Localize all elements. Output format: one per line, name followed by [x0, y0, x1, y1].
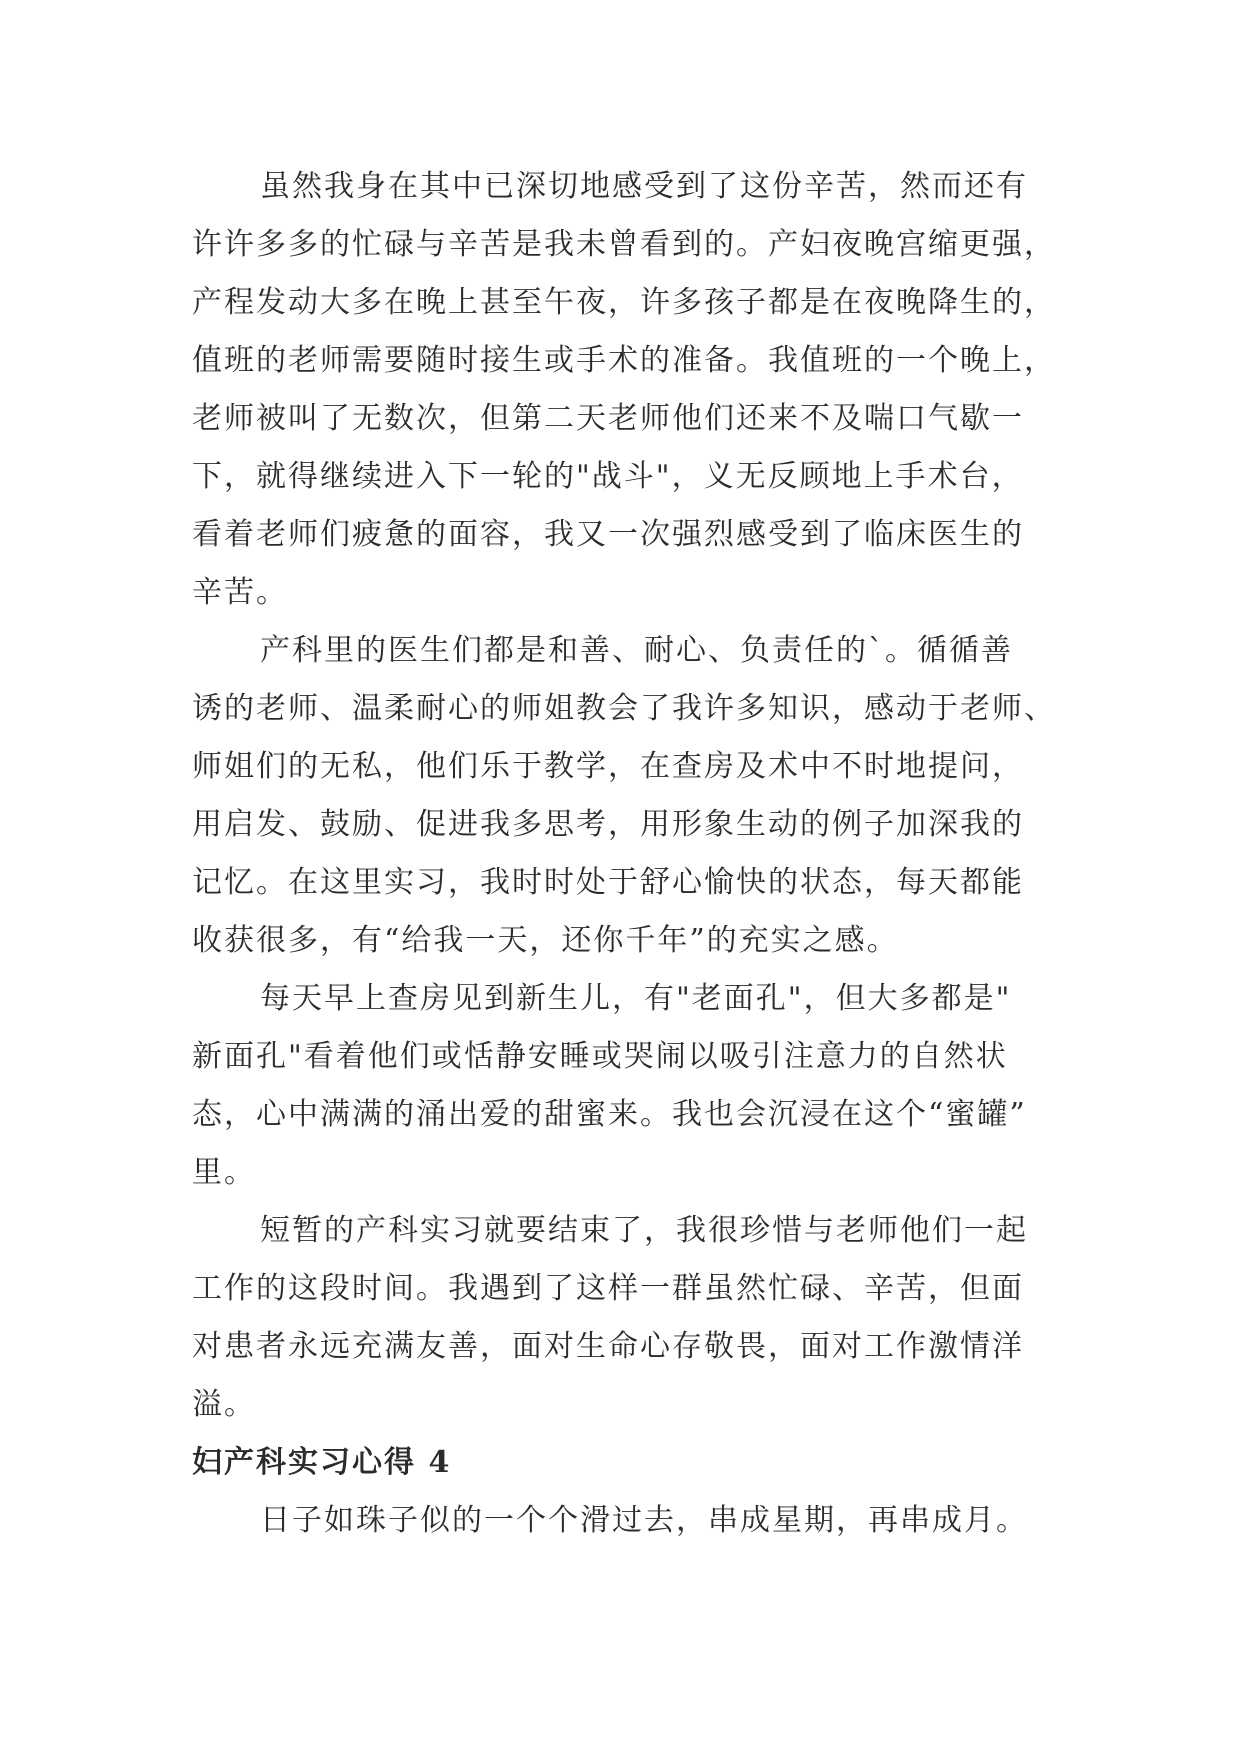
text-line: 产科里的医生们都是和善、耐心、负责任的`。循循善 [260, 633, 1013, 668]
text-line: 许许多多的忙碌与辛苦是我未曾看到的。产妇夜晚宫缩更强， [192, 227, 1056, 262]
text-line: 工作的这段时间。我遇到了这样一群虽然忙碌、辛苦，但面 [192, 1271, 1024, 1306]
paragraph-5 [192, 1492, 1092, 1550]
text-line: 溢。 [192, 1387, 256, 1422]
text-line: 看着老师们疲惫的面容，我又一次强烈感受到了临床医生的 [192, 517, 1024, 552]
text-line: 虽然我身在其中已深切地感受到了这份辛苦，然而还有 [260, 169, 1028, 204]
paragraph-2 [192, 622, 1092, 970]
text-line: 师姐们的无私，他们乐于教学，在查房及术中不时地提问， [192, 749, 1024, 784]
text-line: 老师被叫了无数次，但第二天老师他们还来不及喘口气歇一 [192, 401, 1024, 436]
paragraph-4 [192, 1202, 1092, 1434]
text-line: 下，就得继续进入下一轮的"战斗"，义无反顾地上手术台， [192, 459, 1024, 494]
text-line: 值班的老师需要随时接生或手术的准备。我值班的一个晚上， [192, 343, 1056, 378]
document-body [192, 158, 1092, 1550]
text-line: 记忆。在这里实习，我时时处于舒心愉快的状态，每天都能 [192, 865, 1024, 900]
text-line: 对患者永远充满友善，面对生命心存敬畏，面对工作激情洋 [192, 1329, 1024, 1364]
text-line: 新面孔"看着他们或恬静安睡或哭闹以吸引注意力的自然状 [192, 1039, 1008, 1074]
text-line: 日子如珠子似的一个个滑过去，串成星期，再串成月。 [260, 1503, 1028, 1538]
text-line: 收获很多，有“给我一天，还你千年”的充实之感。 [192, 923, 899, 958]
text-line: 用启发、鼓励、促进我多思考，用形象生动的例子加深我的 [192, 807, 1024, 842]
paragraph-1 [192, 158, 1092, 622]
text-line: 短暂的产科实习就要结束了，我很珍惜与老师他们一起 [260, 1213, 1028, 1248]
paragraph-3 [192, 970, 1092, 1202]
text-line: 诱的老师、温柔耐心的师姐教会了我许多知识，感动于老师、 [192, 691, 1056, 726]
section-heading: 妇产科实习心得 4 [192, 1445, 452, 1480]
text-line: 辛苦。 [192, 575, 288, 610]
text-line: 态，心中满满的涌出爱的甜蜜来。我也会沉浸在这个“蜜罐” [192, 1097, 1027, 1132]
text-line: 里。 [192, 1155, 256, 1190]
text-line: 产程发动大多在晚上甚至午夜，许多孩子都是在夜晚降生的， [192, 285, 1056, 320]
text-line: 每天早上查房见到新生儿，有"老面孔"，但大多都是" [260, 981, 1012, 1016]
